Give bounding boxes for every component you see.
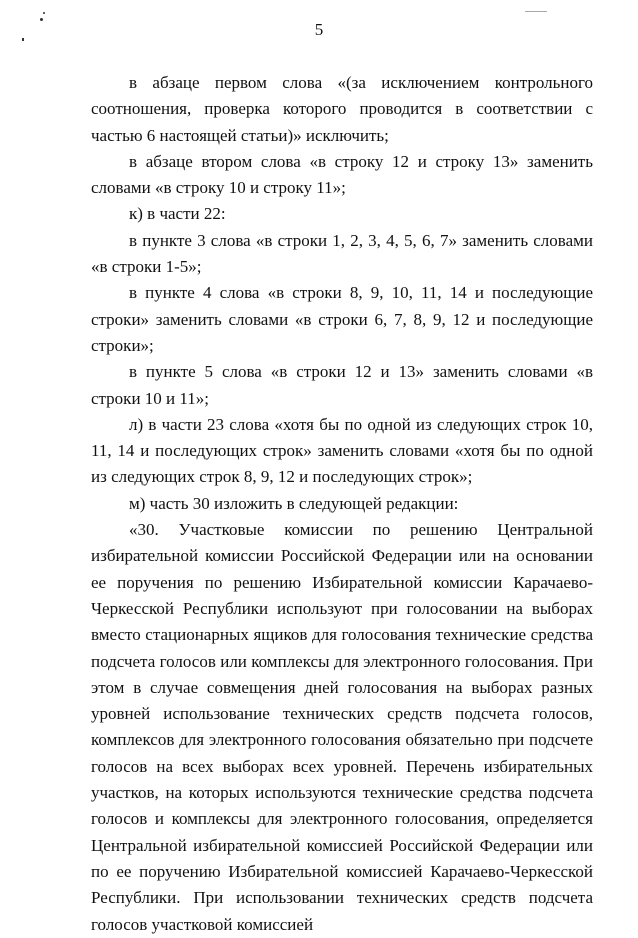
paragraph: в пункте 4 слова «в строки 8, 9, 10, 11, 14 и последующие строки» заменить словами «в строки 6, 7, 8, 9, 12 и последующие строки»; [91,283,593,355]
scan-smudge [525,11,547,12]
scan-speck [43,12,45,14]
paragraph: в абзаце втором слова «в строку 12 и строку 13» заменить словами «в строку 10 и строку 11»; [91,151,593,198]
paragraph: м) часть 30 изложить в следующей редакции: [129,493,459,513]
paragraph: в абзаце первом слова «(за исключением контрольного соотношения, проверка которого проводится в соответствии с частью 6 настоящей статьи)» исключить; [91,73,593,145]
paragraph: л) в части 23 слова «хотя бы по одной из следующих строк 10, 11, 14 и последующих строк» заменить словами «хотя бы по одной из следующих строк 8, 9, 12 и последующих строк»; [91,414,593,487]
document-body [91,70,593,938]
paragraph: к) в части 22: [129,204,226,224]
paragraph: «30. Участковые комиссии по решению Центральной избирательной комиссии Российской Федерации или на основании ее поручения по решению Избирательной комиссии Карачаево-Черкесской Республики используют при голосовании на выборах вместо стационарных ящиков для голосования технические средства подсчета голосов или комплексы для электронного голосования. При этом в случае совмещения дней голосования на выборах разных уровней использование технических средств подсчета голосов, комплексов для электронного голосования обязательно при подсчете голосов на всех выборах всех уровней. Перечень избирательных участков, на которых используются технические средства подсчета голосов и комплексы для электронного голосования, определяется Центральной избирательной комиссией Российской Федерации или по ее поручению Избирательной комиссией Карачаево-Черкесской Республики. При использовании технических средств подсчета голосов участковой комиссией [91,520,593,934]
paragraph: в пункте 5 слова «в строки 12 и 13» заменить словами «в строки 10 и 11»; [91,362,593,408]
paragraph: в пункте 3 слова «в строки 1, 2, 3, 4, 5, 6, 7» заменить словами «в строки 1-5»; [91,230,593,277]
page-number: 5 [314,20,324,39]
